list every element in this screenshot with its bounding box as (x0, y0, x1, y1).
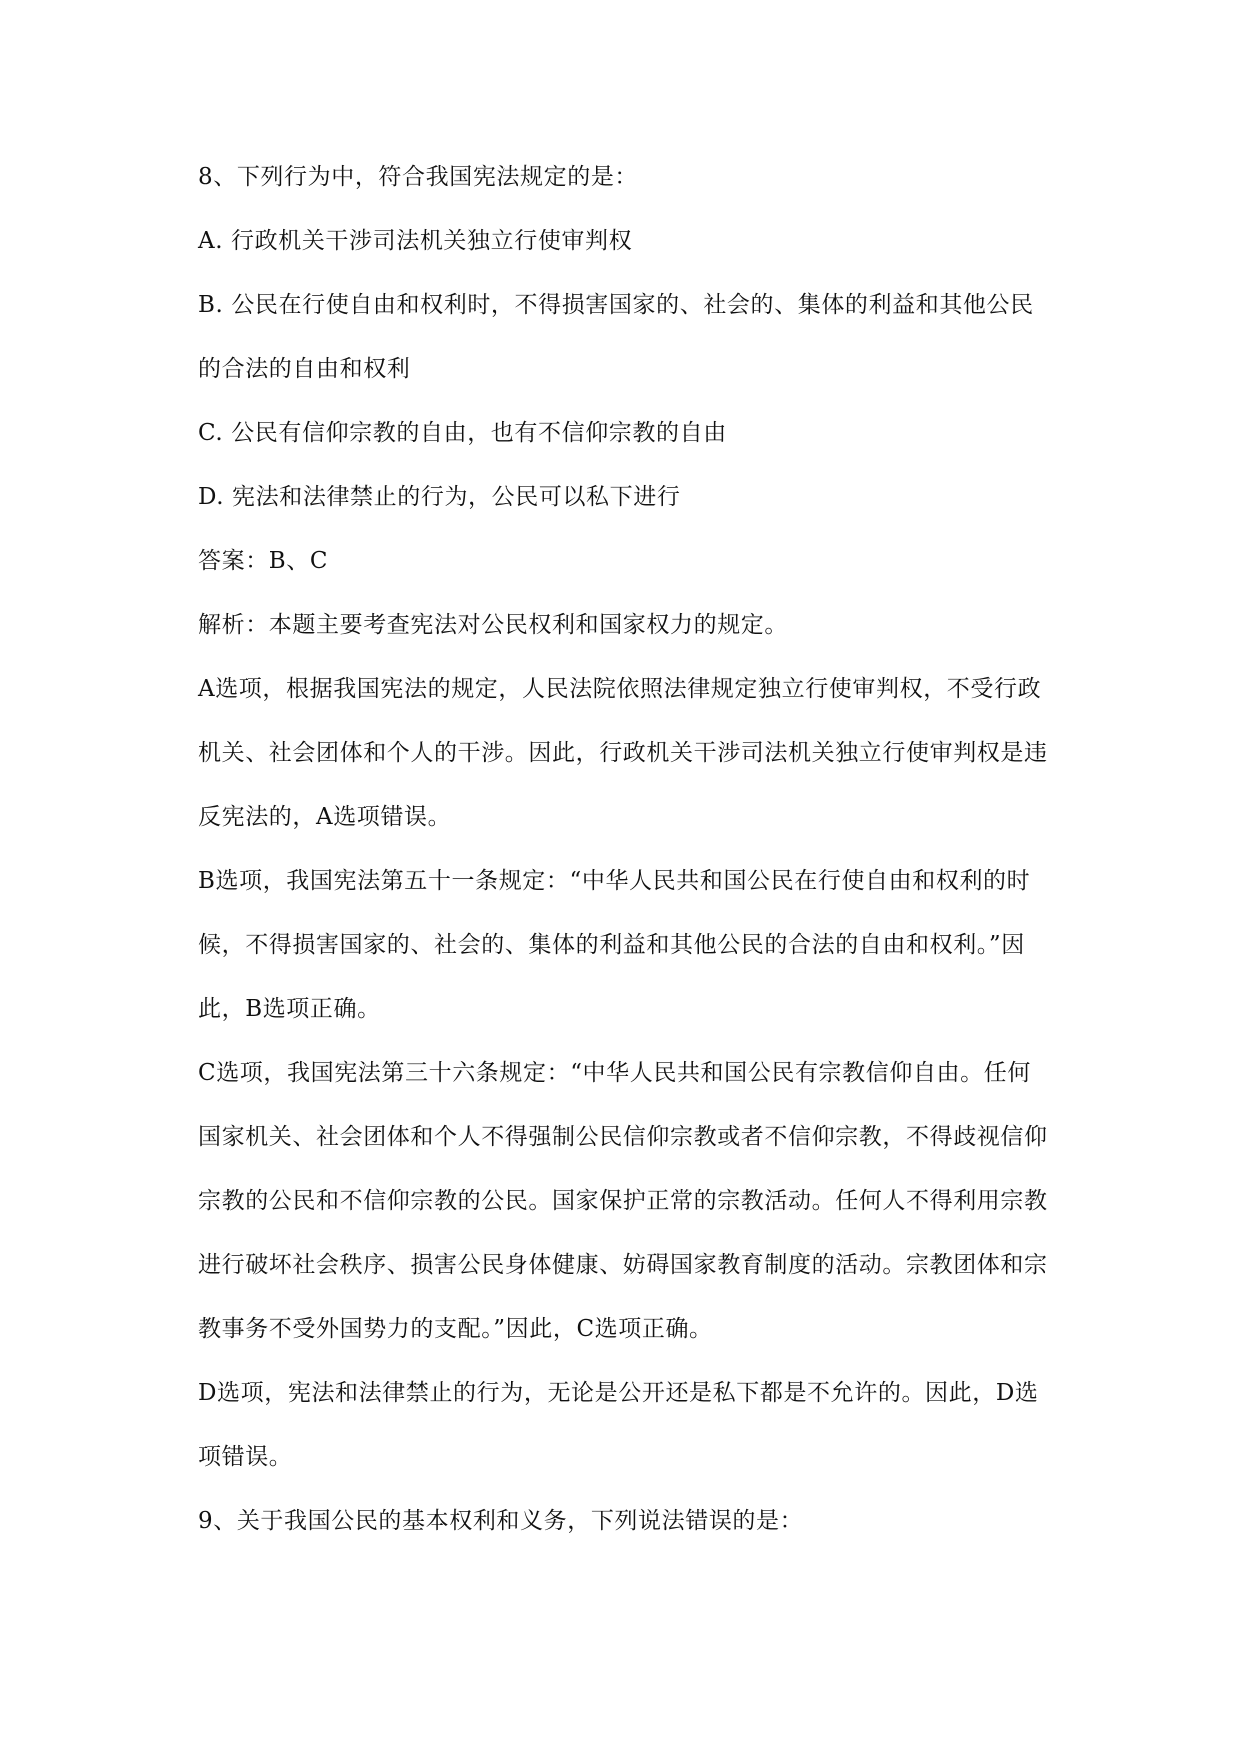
question-8-stem: 8、下列行为中，符合我国宪法规定的是： (198, 164, 639, 190)
option-b-line-2: 的合法的自由和权利 (198, 356, 411, 382)
option-d: D. 宪法和法律禁止的行为，公民可以私下进行 (198, 484, 681, 510)
analysis-a-line-3: 反宪法的，A选项错误。 (198, 804, 452, 830)
document-page (198, 145, 1088, 1553)
analysis-b-line-1: B选项，我国宪法第五十一条规定：“中华人民共和国公民在行使自由和权利的时 (198, 868, 1031, 894)
analysis-c-line-5: 教事务不受外国势力的支配。”因此，C选项正确。 (198, 1316, 713, 1342)
question-9-stem: 9、关于我国公民的基本权利和义务，下列说法错误的是： (198, 1508, 804, 1534)
option-a: A. 行政机关干涉司法机关独立行使审判权 (198, 228, 633, 254)
option-c: C. 公民有信仰宗教的自由，也有不信仰宗教的自由 (198, 420, 727, 446)
analysis-a-line-2: 机关、社会团体和个人的干涉。因此，行政机关干涉司法机关独立行使审判权是违 (198, 740, 1048, 766)
analysis-b-line-2: 候，不得损害国家的、社会的、集体的利益和其他公民的合法的自由和权利。”因 (198, 932, 1025, 958)
analysis-d-line-1: D选项，宪法和法律禁止的行为，无论是公开还是私下都是不允许的。因此，D选 (198, 1380, 1039, 1406)
analysis-c-line-1: C选项，我国宪法第三十六条规定：“中华人民共和国公民有宗教信仰自由。任何 (198, 1060, 1031, 1086)
analysis-c-line-4: 进行破坏社会秩序、损害公民身体健康、妨碍国家教育制度的活动。宗教团体和宗 (198, 1252, 1048, 1278)
analysis-c-line-2: 国家机关、社会团体和个人不得强制公民信仰宗教或者不信仰宗教，不得歧视信仰 (198, 1124, 1048, 1150)
analysis-b-line-3: 此，B选项正确。 (198, 996, 381, 1022)
answer-line: 答案：B、C (198, 548, 329, 574)
option-b-line-1: B. 公民在行使自由和权利时，不得损害国家的、社会的、集体的利益和其他公民 (198, 292, 1034, 318)
analysis-a-line-1: A选项，根据我国宪法的规定，人民法院依照法律规定独立行使审判权，不受行政 (198, 676, 1042, 702)
analysis-intro: 解析：本题主要考查宪法对公民权利和国家权力的规定。 (198, 612, 788, 638)
analysis-c-line-3: 宗教的公民和不信仰宗教的公民。国家保护正常的宗教活动。任何人不得利用宗教 (198, 1188, 1048, 1214)
analysis-d-line-2: 项错误。 (198, 1444, 293, 1470)
